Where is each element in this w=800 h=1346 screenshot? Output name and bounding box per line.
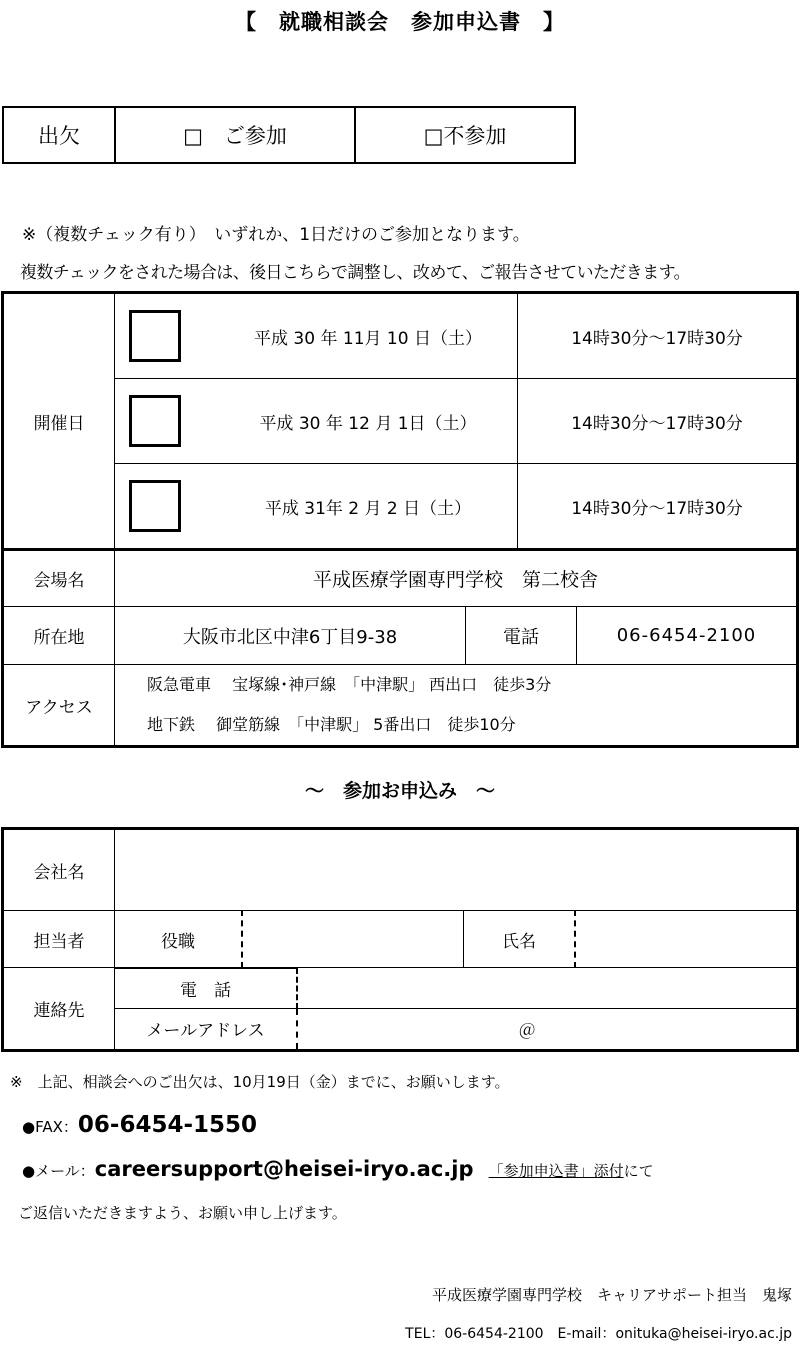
time-3: 14時30分～17時30分 <box>518 464 798 550</box>
person-label: 担当者 <box>3 911 115 968</box>
mail-prefix: ●メール： <box>22 1162 95 1180</box>
mail-address[interactable]: careersupport@heisei-iryo.ac.jp <box>94 1157 474 1181</box>
footer-contact: TEL：06-6454-2100 E-mail：onituka@heisei-iryo.ac.jp <box>405 1326 792 1342</box>
phone-label: 電話 <box>466 607 577 664</box>
venue-name: 平成医療学園専門学校 第二校舎 <box>115 550 798 607</box>
company-input[interactable] <box>115 829 798 911</box>
date-text-2: 平成 30 年 12 月 1日（土） <box>259 413 477 434</box>
company-label: 会社名 <box>3 829 115 911</box>
date-row-2 <box>115 379 518 464</box>
footer-org: 平成医療学園専門学校 キャリアサポート担当 鬼塚 <box>431 1286 792 1304</box>
address-row <box>115 607 798 665</box>
date-checkbox-3[interactable] <box>129 480 181 532</box>
date-text-3: 平成 31年 2 月 2 日（土） <box>264 498 472 519</box>
date-checkbox-2[interactable] <box>129 395 181 447</box>
contact-label: 連絡先 <box>4 969 115 1049</box>
attendance-label: 出欠 <box>3 107 115 163</box>
access-line-2: 地下鉄 御堂筋線 「中津駅」 5番出口 徒歩10分 <box>147 715 516 734</box>
absent-checkbox[interactable]: □不参加 <box>355 107 575 163</box>
note-line-1: ※（複数チェック有り） いずれか、1日だけのご参加となります。 <box>22 225 530 245</box>
contact-section <box>3 968 798 1051</box>
date-row-1 <box>115 293 518 379</box>
address-text: 大阪市北区中津6丁目9-38 <box>115 607 466 664</box>
event-table <box>1 291 799 748</box>
date-row-3 <box>115 464 518 550</box>
mail-attach: 「参加申込書」添付 <box>488 1162 624 1180</box>
attendance-table <box>2 106 576 164</box>
date-label: 開催日 <box>3 293 115 550</box>
note-line-2: 複数チェックをされた場合は、後日こちらで調整し、改めて、ご報告させていただきます。 <box>20 263 691 283</box>
fax-line <box>22 1112 257 1138</box>
attend-checkbox[interactable]: □ ご参加 <box>115 107 355 163</box>
date-checkbox-1[interactable] <box>129 310 181 362</box>
name-label: 氏名 <box>464 911 576 968</box>
deadline-note: ※ 上記、相談会へのご出欠は、10月19日（金）までに、お願いします。 <box>10 1073 510 1091</box>
mail-line <box>22 1157 654 1181</box>
access-line-1: 阪急電車 宝塚線･神戸線 「中津駅」 西出口 徒歩3分 <box>147 675 552 694</box>
email-input[interactable]: ＠ <box>518 1021 536 1042</box>
access-label: アクセス <box>3 665 115 747</box>
access-info <box>115 665 798 747</box>
time-1: 14時30分～17時30分 <box>518 293 798 379</box>
venue-label: 会場名 <box>3 550 115 607</box>
tel-input[interactable] <box>297 969 796 1009</box>
page-title: 【 就職相談会 参加申込書 】 <box>235 10 565 34</box>
application-table <box>1 827 799 1052</box>
name-input[interactable] <box>575 911 798 968</box>
address-label: 所在地 <box>3 607 115 665</box>
mail-suffix: にて <box>623 1162 654 1180</box>
position-label: 役職 <box>115 911 243 968</box>
date-text-1: 平成 30 年 11月 10 日（土） <box>254 328 482 349</box>
fax-prefix: ●FAX： <box>22 1118 78 1136</box>
position-input[interactable] <box>242 911 464 968</box>
email-label: メールアドレス <box>115 1009 298 1049</box>
application-section-title: ～ 参加お申込み ～ <box>304 780 495 802</box>
phone-number: 06-6454-2100 <box>616 625 757 646</box>
fax-number: 06-6454-1550 <box>77 1112 258 1138</box>
closing-text: ご返信いただきますよう、お願い申し上げます。 <box>18 1204 347 1222</box>
tel-label: 電 話 <box>115 969 298 1009</box>
time-2: 14時30分～17時30分 <box>518 379 798 464</box>
